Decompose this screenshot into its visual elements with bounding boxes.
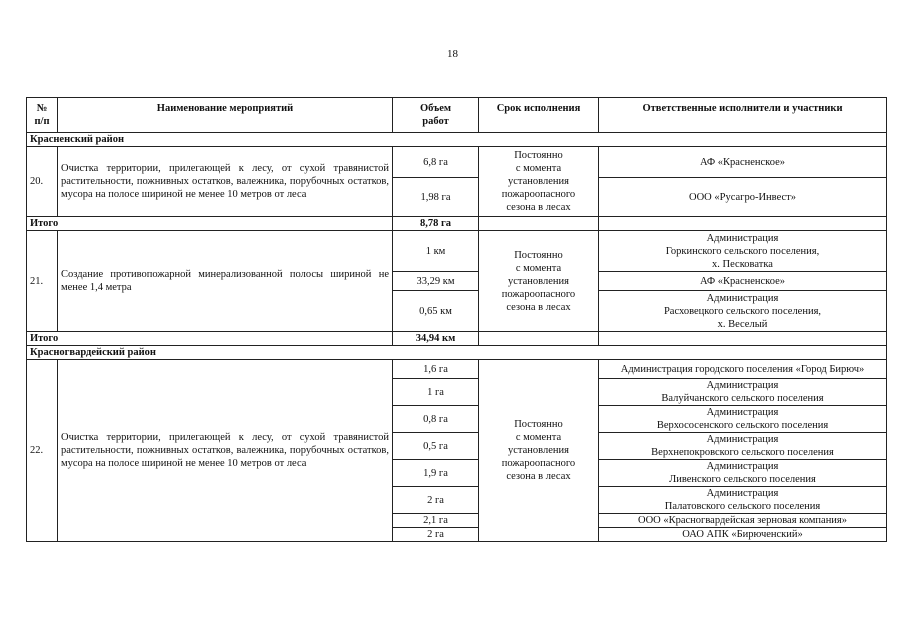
responsible-cell: АФ «Красненское» — [599, 147, 887, 178]
responsible-cell: Администрация Валуйчанского сельского поселения — [599, 379, 887, 406]
deadline-cell: Постоянно с момента установления пожароопасного сезона в лесах — [479, 147, 599, 217]
total-value: 34,94 км — [393, 332, 479, 346]
volume-cell: 33,29 км — [393, 272, 479, 291]
responsible-cell: Администрация Верхососенского сельского поселения — [599, 406, 887, 433]
measures-table — [26, 97, 887, 542]
volume-cell: 0,5 га — [393, 433, 479, 460]
col-header-name: Наименование мероприятий — [58, 98, 393, 133]
total-label: Итого — [27, 332, 393, 346]
total-row — [27, 332, 887, 346]
item-description: Очистка территории, прилегающей к лесу, от сухой травянистой растительности, пожнивных остатков, валежника, порубочных остатков, мусора на полосе шириной не менее 10 метров от леса — [58, 360, 393, 542]
table-row — [27, 231, 887, 272]
responsible-cell: Администрация Расховецкого сельского поселения, х. Веселый — [599, 291, 887, 332]
col-header-num: № п/п — [27, 98, 58, 133]
volume-cell: 6,8 га — [393, 147, 479, 178]
volume-cell: 0,8 га — [393, 406, 479, 433]
col-header-responsible: Ответственные исполнители и участники — [599, 98, 887, 133]
volume-cell: 0,65 км — [393, 291, 479, 332]
responsible-cell: Администрация Ливенского сельского поселения — [599, 460, 887, 487]
total-value: 8,78 га — [393, 217, 479, 231]
responsible-cell: Администрация Верхнепокровского сельского поселения — [599, 433, 887, 460]
volume-cell: 2 га — [393, 528, 479, 542]
page-number: 18 — [447, 48, 458, 60]
responsible-cell: Администрация Горкинского сельского поселения, х. Песковатка — [599, 231, 887, 272]
section-row — [27, 346, 887, 360]
volume-cell: 1 га — [393, 379, 479, 406]
deadline-cell: Постоянно с момента установления пожароопасного сезона в лесах — [479, 360, 599, 542]
volume-cell: 1,98 га — [393, 178, 479, 217]
volume-cell: 1,9 га — [393, 460, 479, 487]
total-row — [27, 217, 887, 231]
volume-cell: 2 га — [393, 487, 479, 514]
responsible-cell: Администрация Палатовского сельского поселения — [599, 487, 887, 514]
item-number: 20. — [27, 147, 58, 217]
section-row — [27, 133, 887, 147]
table-header-row — [27, 98, 887, 133]
deadline-cell: Постоянно с момента установления пожароопасного сезона в лесах — [479, 231, 599, 332]
col-header-volume: Объем работ — [393, 98, 479, 133]
district-name: Красногвардейский район — [27, 346, 887, 360]
volume-cell: 1,6 га — [393, 360, 479, 379]
total-label: Итого — [27, 217, 393, 231]
item-number: 21. — [27, 231, 58, 332]
table-row — [27, 360, 887, 379]
responsible-cell: ООО «Красногвардейская зерновая компания» — [599, 514, 887, 528]
item-description: Очистка территории, прилегающей к лесу, от сухой травянистой растительности, пожнивных остатков, валежника, порубочных остатков, мусора на полосе шириной не менее 10 метров от леса — [58, 147, 393, 217]
table-row — [27, 147, 887, 178]
item-description: Создание противопожарной минерализованной полосы шириной не менее 1,4 метра — [58, 231, 393, 332]
district-name: Красненский район — [27, 133, 887, 147]
responsible-cell: Администрация городского поселения «Город Бирюч» — [599, 360, 887, 379]
responsible-cell: АФ «Красненское» — [599, 272, 887, 291]
col-header-deadline: Срок исполнения — [479, 98, 599, 133]
item-number: 22. — [27, 360, 58, 542]
volume-cell: 2,1 га — [393, 514, 479, 528]
responsible-cell: ОАО АПК «Бирюченский» — [599, 528, 887, 542]
volume-cell: 1 км — [393, 231, 479, 272]
responsible-cell: ООО «Русагро-Инвест» — [599, 178, 887, 217]
